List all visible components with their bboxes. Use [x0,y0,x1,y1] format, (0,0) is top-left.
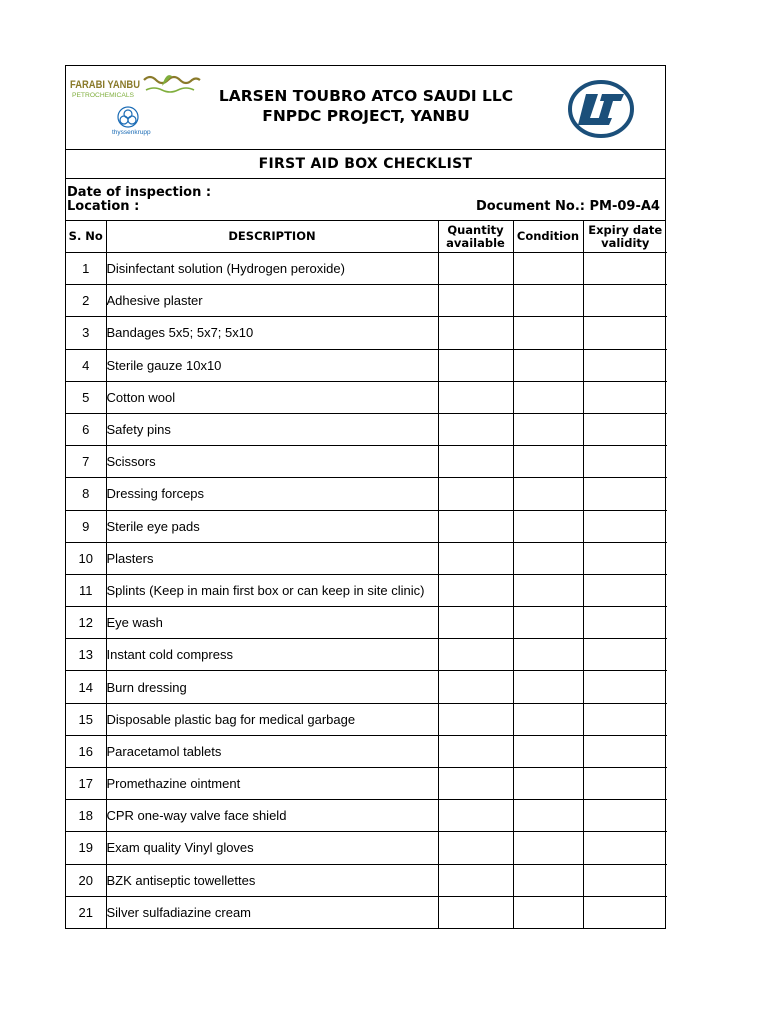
table-row [66,574,667,606]
condition-cell[interactable] [513,607,583,639]
expiry-date-cell[interactable] [583,542,667,574]
item-number: 16 [66,735,106,767]
expiry-date-cell[interactable] [583,768,667,800]
quantity-available-cell[interactable] [438,607,513,639]
condition-cell[interactable] [513,381,583,413]
item-number: 9 [66,510,106,542]
date-of-inspection-label: Date of inspection : [67,185,212,200]
quantity-available-cell[interactable] [438,639,513,671]
document-header [66,66,665,150]
expiry-date-cell[interactable] [583,413,667,445]
quantity-available-cell[interactable] [438,253,513,285]
item-number: 5 [66,381,106,413]
item-description: Disposable plastic bag for medical garbage [106,703,438,735]
checklist-sheet [65,65,666,929]
item-number: 3 [66,317,106,349]
table-row [66,317,667,349]
quantity-available-cell[interactable] [438,768,513,800]
column-header-condition: Condition [513,221,583,253]
item-description: Silver sulfadiazine cream [106,896,438,928]
condition-cell[interactable] [513,510,583,542]
column-header-expiry: Expiry date validity [583,221,667,253]
quantity-available-cell[interactable] [438,510,513,542]
item-description: Burn dressing [106,671,438,703]
item-description: Scissors [106,446,438,478]
quantity-available-cell[interactable] [438,478,513,510]
expiry-date-cell[interactable] [583,574,667,606]
item-number: 6 [66,413,106,445]
item-description: Exam quality Vinyl gloves [106,832,438,864]
condition-cell[interactable] [513,896,583,928]
table-row [66,446,667,478]
item-description: Splints (Keep in main first box or can keep in site clinic) [106,574,438,606]
quantity-available-cell[interactable] [438,832,513,864]
table-row [66,768,667,800]
expiry-date-cell[interactable] [583,478,667,510]
condition-cell[interactable] [513,703,583,735]
condition-cell[interactable] [513,446,583,478]
table-row [66,478,667,510]
item-description: Sterile gauze 10x10 [106,349,438,381]
lt-logo [566,78,636,140]
condition-cell[interactable] [513,478,583,510]
item-number: 17 [66,768,106,800]
quantity-available-cell[interactable] [438,317,513,349]
expiry-date-cell[interactable] [583,510,667,542]
condition-cell[interactable] [513,542,583,574]
quantity-available-cell[interactable] [438,574,513,606]
item-number: 2 [66,285,106,317]
table-row [66,896,667,928]
document-number: Document No.: PM-09-A4 [476,199,660,214]
table-header-row [66,221,667,253]
item-description: Bandages 5x5; 5x7; 5x10 [106,317,438,349]
expiry-date-cell[interactable] [583,639,667,671]
item-number: 10 [66,542,106,574]
column-header-quantity: Quantity available [438,221,513,253]
table-row [66,285,667,317]
item-number: 20 [66,864,106,896]
item-number: 14 [66,671,106,703]
column-header-sno: S. No [66,221,106,253]
company-line-1: LARSEN TOUBRO ATCO SAUDI LLC [218,87,514,105]
table-row [66,413,667,445]
expiry-date-cell[interactable] [583,896,667,928]
item-description: Disinfectant solution (Hydrogen peroxide) [106,253,438,285]
table-row [66,671,667,703]
inspection-info [66,179,665,221]
item-description: Sterile eye pads [106,510,438,542]
table-row [66,703,667,735]
condition-cell[interactable] [513,832,583,864]
expiry-date-cell[interactable] [583,800,667,832]
item-number: 19 [66,832,106,864]
item-number: 12 [66,607,106,639]
table-row [66,349,667,381]
item-number: 8 [66,478,106,510]
quantity-available-cell[interactable] [438,446,513,478]
farabi-yanbu-logo [68,74,203,152]
item-number: 1 [66,253,106,285]
condition-cell[interactable] [513,285,583,317]
condition-cell[interactable] [513,349,583,381]
item-number: 11 [66,574,106,606]
condition-cell[interactable] [513,671,583,703]
location-label: Location : [67,199,140,214]
expiry-date-cell[interactable] [583,735,667,767]
expiry-date-cell[interactable] [583,703,667,735]
expiry-date-cell[interactable] [583,349,667,381]
table-row [66,510,667,542]
svg-text:FARABI YANBU: FARABI YANBU [70,79,141,91]
item-description: Eye wash [106,607,438,639]
condition-cell[interactable] [513,574,583,606]
condition-cell[interactable] [513,639,583,671]
table-row [66,542,667,574]
condition-cell[interactable] [513,864,583,896]
expiry-date-cell[interactable] [583,607,667,639]
company-name [206,86,526,126]
expiry-date-cell[interactable] [583,832,667,864]
item-number: 15 [66,703,106,735]
item-number: 18 [66,800,106,832]
table-row [66,832,667,864]
item-description: Dressing forceps [106,478,438,510]
item-description: Plasters [106,542,438,574]
quantity-available-cell[interactable] [438,703,513,735]
table-row [66,864,667,896]
item-description: CPR one-way valve face shield [106,800,438,832]
expiry-date-cell[interactable] [583,317,667,349]
item-description: Cotton wool [106,381,438,413]
item-number: 21 [66,896,106,928]
table-row [66,381,667,413]
table-row [66,607,667,639]
svg-text:PETROCHEMICALS: PETROCHEMICALS [72,93,134,99]
svg-text:thyssenkrupp: thyssenkrupp [112,129,151,136]
item-description: Adhesive plaster [106,285,438,317]
item-description: BZK antiseptic towellettes [106,864,438,896]
quantity-available-cell[interactable] [438,864,513,896]
item-description: Paracetamol tablets [106,735,438,767]
checklist-title: FIRST AID BOX CHECKLIST [66,150,665,179]
item-number: 4 [66,349,106,381]
expiry-date-cell[interactable] [583,446,667,478]
condition-cell[interactable] [513,735,583,767]
table-row [66,735,667,767]
item-description: Promethazine ointment [106,768,438,800]
expiry-date-cell[interactable] [583,285,667,317]
expiry-date-cell[interactable] [583,864,667,896]
quantity-available-cell[interactable] [438,349,513,381]
condition-cell[interactable] [513,800,583,832]
quantity-available-cell[interactable] [438,285,513,317]
quantity-available-cell[interactable] [438,381,513,413]
quantity-available-cell[interactable] [438,542,513,574]
item-description: Instant cold compress [106,639,438,671]
quantity-available-cell[interactable] [438,735,513,767]
expiry-date-cell[interactable] [583,381,667,413]
quantity-available-cell[interactable] [438,413,513,445]
expiry-date-cell[interactable] [583,671,667,703]
expiry-date-cell[interactable] [583,253,667,285]
condition-cell[interactable] [513,413,583,445]
checklist-table [66,221,667,928]
table-row [66,253,667,285]
condition-cell[interactable] [513,768,583,800]
condition-cell[interactable] [513,253,583,285]
item-number: 13 [66,639,106,671]
company-line-2: FNPDC PROJECT, YANBU [262,107,470,125]
quantity-available-cell[interactable] [438,800,513,832]
condition-cell[interactable] [513,317,583,349]
table-row [66,639,667,671]
item-number: 7 [66,446,106,478]
item-description: Safety pins [106,413,438,445]
quantity-available-cell[interactable] [438,896,513,928]
quantity-available-cell[interactable] [438,671,513,703]
table-row [66,800,667,832]
column-header-description: DESCRIPTION [106,221,438,253]
